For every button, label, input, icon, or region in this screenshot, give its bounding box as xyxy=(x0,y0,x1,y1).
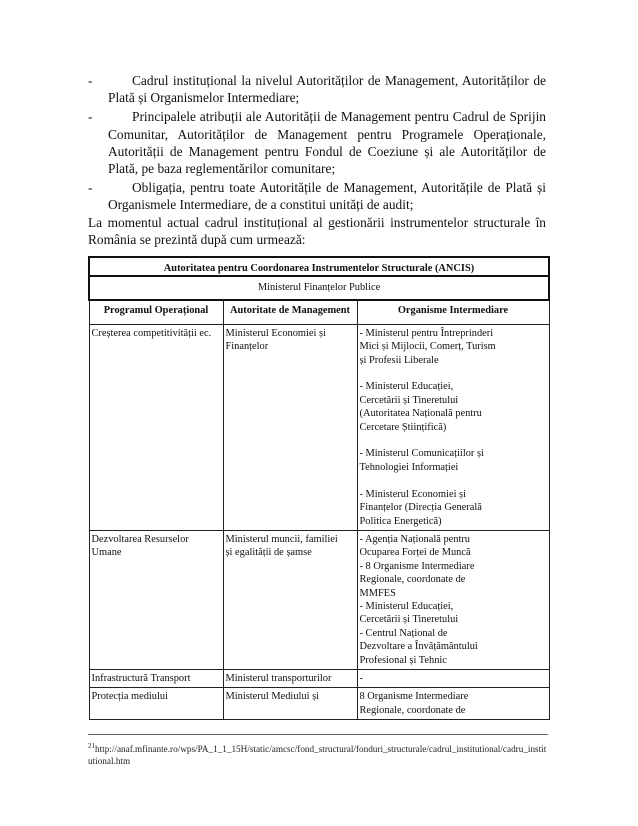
cell-intermediaries: - Ministerul pentru Întreprinderi Mici și Mijlocii, Comerț, Turism și Profesii Liberale - Ministerul Educației, Cercetării și Tineretului (Autoritatea Națională pentru Cercetare Științifică) - Ministerul Comunicațiilor și Tehnologiei Informației - Ministerul Economiei și Finanțelor (Direcția Generală Politica Energetică) xyxy=(357,324,549,530)
table-row xyxy=(89,688,549,720)
header-authority: Autoritate de Management xyxy=(223,300,357,325)
cell-program: Creșterea competitivității ec. xyxy=(89,324,223,530)
cell-authority: Ministerul Mediului și xyxy=(223,688,357,720)
table-row xyxy=(89,669,549,687)
bullet-text: Principalele atribuții ale Autorității de Management pentru Cadrul de Sprijin Comunitar, Autorităților de Management pentru Programele Operaționale, Autorității de Management pentru Fondul de Coeziune și ale Autorităților de Plată, pe baza reglementărilor comunitare; xyxy=(108,109,546,177)
cell-authority: Ministerul muncii, familiei și egalității de șamse xyxy=(223,530,357,669)
bullet-text: Cadrul instituțional la nivelul Autorităților de Management, Autorităților de Plată și Organismelor Intermediare; xyxy=(108,73,546,106)
header-program: Programul Operațional xyxy=(89,300,223,325)
bullet-list xyxy=(88,72,546,216)
bullet-dash: - xyxy=(88,180,93,196)
cell-intermediaries: 8 Organisme Intermediare Regionale, coordonate de xyxy=(357,688,549,720)
footnote-link[interactable]: http://anaf.mfinante.ro/wps/PA_1_1_15H/static/amcsc/fond_structural/fonduri_structurale/cadrul_institutional/cadru_institutional.htm xyxy=(88,744,547,767)
cell-program: Infrastructură Transport xyxy=(89,669,223,687)
bullet-dash: - xyxy=(88,73,93,88)
footnote-mark: 21 xyxy=(88,742,95,750)
table-row xyxy=(89,530,549,669)
bullet-dash: - xyxy=(88,109,93,125)
cell-intermediaries: - xyxy=(357,669,549,687)
cell-program: Dezvoltarea Resurselor Umane xyxy=(89,530,223,669)
header-intermediaries: Organisme Intermediare xyxy=(357,300,549,325)
cell-intermediaries: - Agenția Națională pentru Ocuparea Forței de Muncă - 8 Organisme Intermediare Regionale, coordonate de MMFES - Ministerul Educației, Cercetării și Tineretului - Centrul Național de Dezvoltare a Învățământului Profesional și Tehnic xyxy=(357,530,549,669)
cell-program: Protecția mediului xyxy=(89,688,223,720)
cell-authority: Ministerul Economiei și Finanțelor xyxy=(223,324,357,530)
institutional-table xyxy=(88,256,550,720)
footnote-divider xyxy=(88,734,548,735)
bullet-text: Obligația, pentru toate Autoritățile de Management, Autoritățile de Plată și Organismele Intermediare, de a constitui unități de audit; xyxy=(108,180,546,213)
table-title-row xyxy=(89,257,549,276)
table-header-row xyxy=(89,300,549,325)
cell-authority: Ministerul transporturilor xyxy=(223,669,357,687)
table-row xyxy=(89,324,549,530)
table-subtitle-row xyxy=(89,276,549,299)
table-subtitle: Ministerul Finanțelor Publice xyxy=(89,276,549,299)
footnote xyxy=(88,740,548,768)
bullet-item xyxy=(88,108,546,177)
table-title: Autoritatea pentru Coordonarea Instrumentelor Structurale (ANCIS) xyxy=(89,257,549,276)
bullet-item xyxy=(88,72,546,106)
intro-paragraph: La momentul actual cadrul instituțional al gestionării instrumentelor structurale în România se prezintă după cum urmează: xyxy=(88,215,546,248)
bullet-item xyxy=(88,179,546,213)
